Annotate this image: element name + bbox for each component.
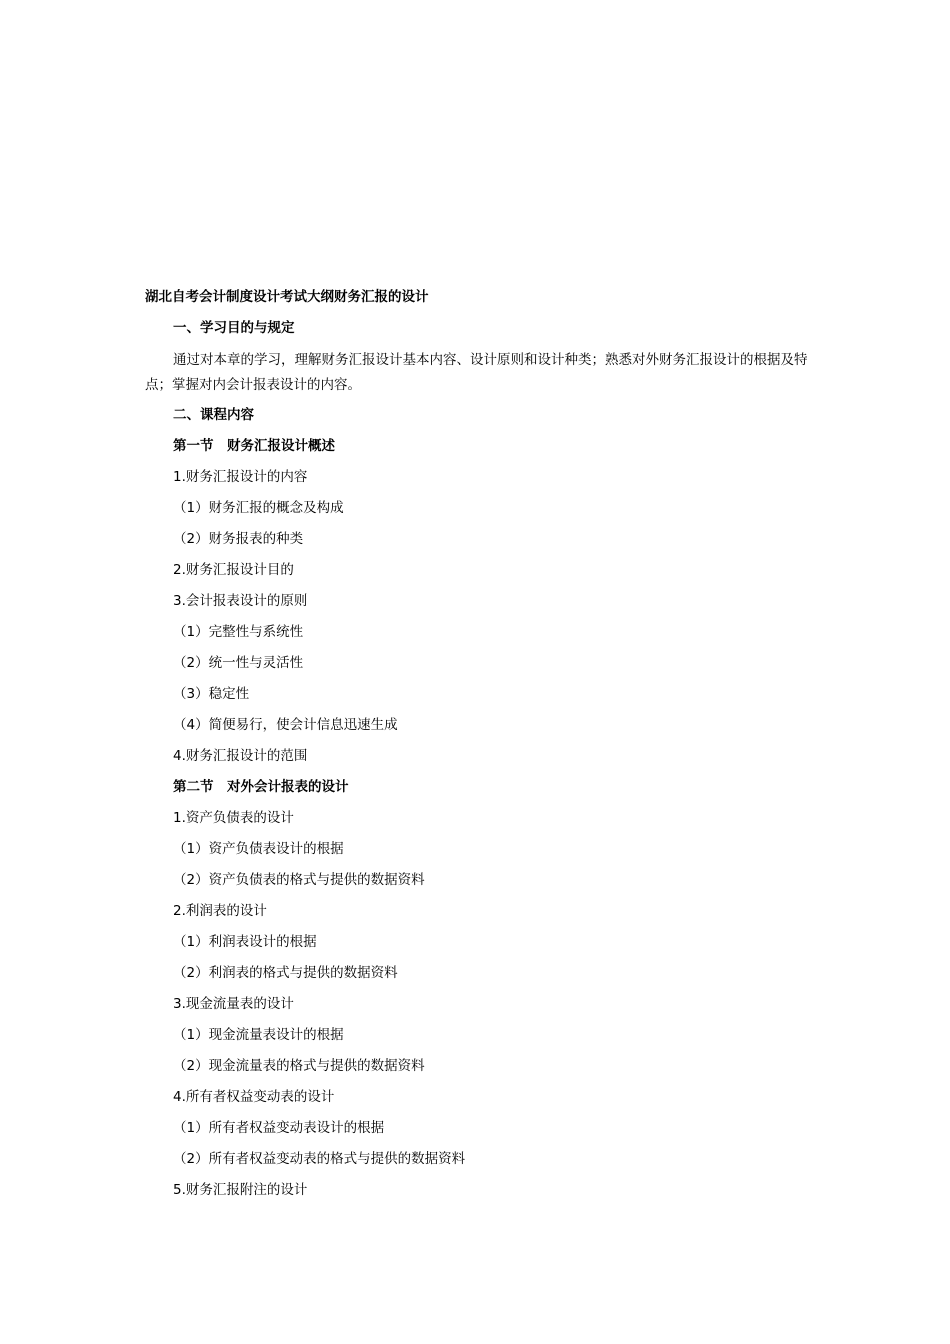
list-item: 5.财务汇报附注的设计 (173, 1182, 308, 1198)
list-item: （3）稳定性 (173, 686, 250, 702)
list-item: （2）财务报表的种类 (173, 531, 304, 547)
list-item: 2.利润表的设计 (173, 903, 267, 919)
course-content-heading: 二、课程内容 (173, 407, 254, 423)
document-title: 湖北自考会计制度设计考试大纲财务汇报的设计 (145, 289, 429, 305)
list-item: 4.财务汇报设计的范围 (173, 748, 308, 764)
objectives-heading: 一、学习目的与规定 (173, 320, 295, 336)
chapter-2-heading: 第二节 对外会计报表的设计 (173, 779, 349, 795)
list-item: （4）简便易行，使会计信息迅速生成 (173, 717, 398, 733)
list-item: （2）资产负债表的格式与提供的数据资料 (173, 872, 425, 888)
list-item: （1）现金流量表设计的根据 (173, 1027, 344, 1043)
list-item: 3.会计报表设计的原则 (173, 593, 308, 609)
list-item: （1）所有者权益变动表设计的根据 (173, 1120, 385, 1136)
document-body (145, 286, 810, 1210)
list-item: （2）利润表的格式与提供的数据资料 (173, 965, 398, 981)
list-item: （1）完整性与系统性 (173, 624, 304, 640)
list-item: （1）利润表设计的根据 (173, 934, 317, 950)
list-item: 1.财务汇报设计的内容 (173, 469, 308, 485)
list-item: （2）统一性与灵活性 (173, 655, 304, 671)
chapter-2-list (145, 807, 810, 1210)
list-item: 2.财务汇报设计目的 (173, 562, 294, 578)
list-item: 1.资产负债表的设计 (173, 810, 294, 826)
list-item: 3.现金流量表的设计 (173, 996, 294, 1012)
list-item: 4.所有者权益变动表的设计 (173, 1089, 335, 1105)
chapter-1-heading: 第一节 财务汇报设计概述 (173, 438, 335, 454)
objectives-paragraph: 通过对本章的学习，理解财务汇报设计基本内容、设计原则和设计种类；熟悉对外财务汇报设计的根据及特点；掌握对内会计报表设计的内容。 (145, 352, 808, 393)
list-item: （2）所有者权益变动表的格式与提供的数据资料 (173, 1151, 466, 1167)
list-item: （2）现金流量表的格式与提供的数据资料 (173, 1058, 425, 1074)
list-item: （1）资产负债表设计的根据 (173, 841, 344, 857)
chapter-1-list (145, 466, 810, 776)
list-item: （1）财务汇报的概念及构成 (173, 500, 344, 516)
